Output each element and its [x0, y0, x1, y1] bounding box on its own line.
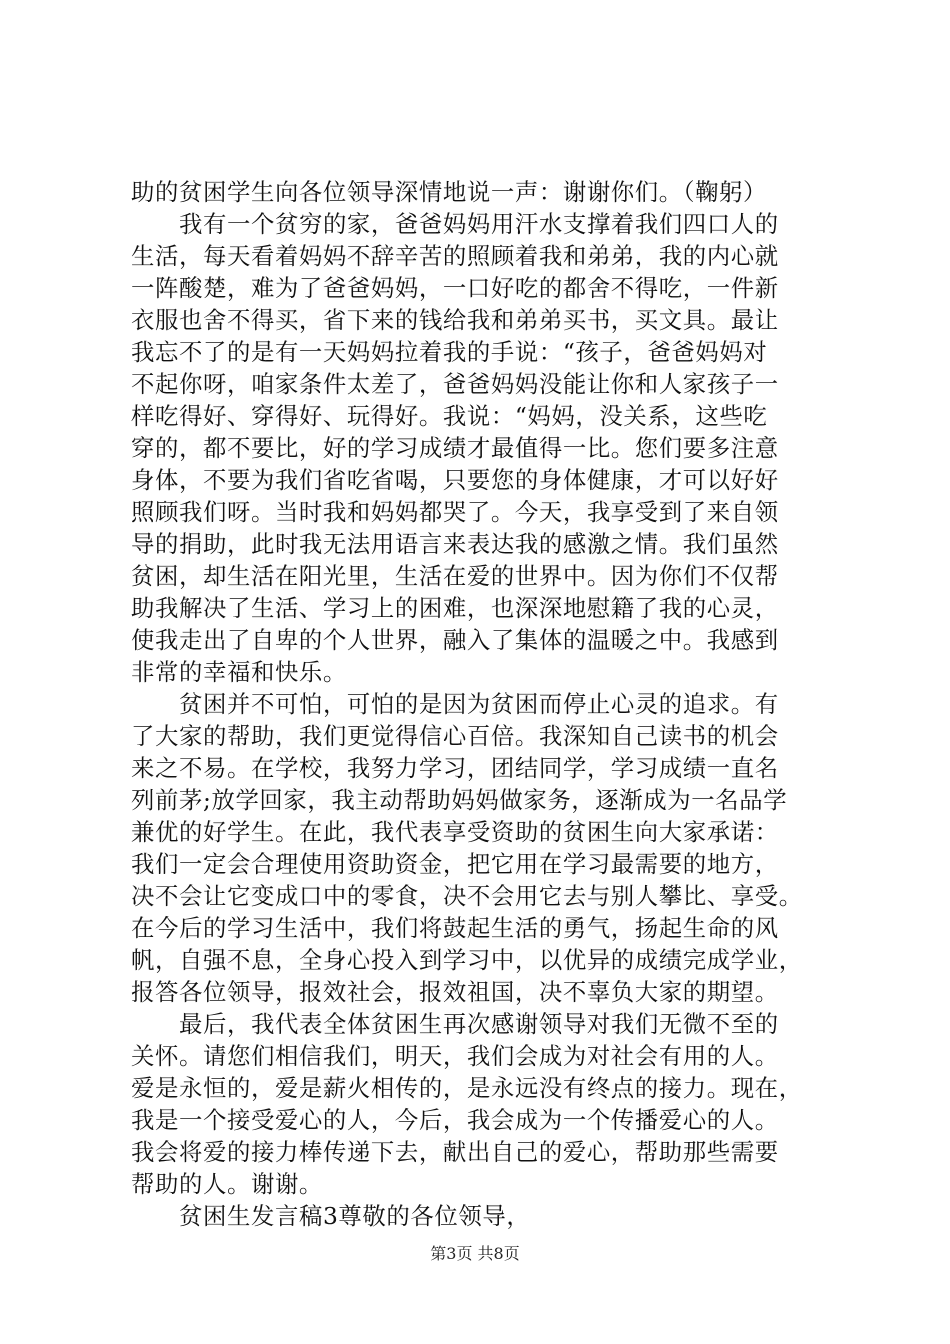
text-line: 非常的幸福和快乐。	[131, 658, 347, 686]
text-line: 导的捐助，此时我无法用语言来表达我的感激之情。我们虽然	[131, 530, 779, 558]
text-line: 助的贫困学生向各位领导深情地说一声：谢谢你们。（鞠躬）	[131, 178, 768, 206]
text-line: 生活，每天看着妈妈不辞辛苦的照顾着我和弟弟，我的内心就	[131, 242, 779, 270]
text-line: 我是一个接受爱心的人，今后，我会成为一个传播爱心的人。	[131, 1106, 779, 1134]
text-line: 来之不易。在学校，我努力学习，团结同学，学习成绩一直名	[131, 754, 779, 782]
text-line: 不起你呀，咱家条件太差了，爸爸妈妈没能让你和人家孩子一	[131, 370, 779, 398]
text-line: 我们一定会合理使用资助资金，把它用在学习最需要的地方，	[131, 850, 779, 878]
text-line: 在今后的学习生活中，我们将鼓起生活的勇气，扬起生命的风	[131, 914, 779, 942]
text-line: 穿的，都不要比，好的学习成绩才最值得一比。您们要多注意	[131, 434, 779, 462]
text-line: 帮助的人。谢谢。	[131, 1170, 323, 1198]
text-line: 爱是永恒的，爱是薪火相传的，是永远没有终点的接力。现在，	[131, 1074, 803, 1102]
page-footer: 第3页 共8页	[430, 1244, 520, 1263]
text-line: 使我走出了自卑的个人世界，融入了集体的温暖之中。我感到	[131, 626, 779, 654]
text-line: 兼优的好学生。在此，我代表享受资助的贫困生向大家承诺：	[131, 818, 779, 846]
text-line: 决不会让它变成口中的零食，决不会用它去与别人攀比、享受。	[131, 882, 803, 910]
text-line: 报答各位领导，报效社会，报效祖国，决不辜负大家的期望。	[131, 978, 779, 1006]
text-line: 我忘不了的是有一天妈妈拉着我的手说：“孩子，爸爸妈妈对	[131, 338, 768, 366]
text-line: 贫困并不可怕，可怕的是因为贫困而停止心灵的追求。有	[179, 690, 779, 718]
text-line: 了大家的帮助，我们更觉得信心百倍。我深知自己读书的机会	[131, 722, 779, 750]
text-line: 关怀。请您们相信我们，明天，我们会成为对社会有用的人。	[131, 1042, 779, 1070]
text-line: 衣服也舍不得买，省下来的钱给我和弟弟买书，买文具。最让	[131, 306, 779, 334]
text-line: 列前茅;放学回家，我主动帮助妈妈做家务，逐渐成为一名品学	[131, 786, 788, 814]
text-line: 一阵酸楚，难为了爸爸妈妈，一口好吃的都舍不得吃，一件新	[131, 274, 779, 302]
text-line: 身体，不要为我们省吃省喝，只要您的身体健康，才可以好好	[131, 466, 779, 494]
text-line: 助我解决了生活、学习上的困难，也深深地慰籍了我的心灵，	[131, 594, 779, 622]
text-line: 我有一个贫穷的家，爸爸妈妈用汗水支撑着我们四口人的	[179, 210, 779, 238]
text-line: 照顾我们呀。当时我和妈妈都哭了。今天，我享受到了来自领	[131, 498, 779, 526]
text-line: 贫困，却生活在阳光里，生活在爱的世界中。因为你们不仅帮	[131, 562, 779, 590]
text-line: 贫困生发言稿3尊敬的各位领导，	[179, 1202, 531, 1230]
text-line: 帆，自强不息，全身心投入到学习中，以优异的成绩完成学业，	[131, 946, 803, 974]
document-body	[131, 176, 831, 1232]
text-line: 最后，我代表全体贫困生再次感谢领导对我们无微不至的	[179, 1010, 779, 1038]
text-line: 我会将爱的接力棒传递下去，献出自己的爱心，帮助那些需要	[131, 1138, 779, 1166]
text-line: 样吃得好、穿得好、玩得好。我说：“妈妈，没关系，这些吃	[131, 402, 768, 430]
